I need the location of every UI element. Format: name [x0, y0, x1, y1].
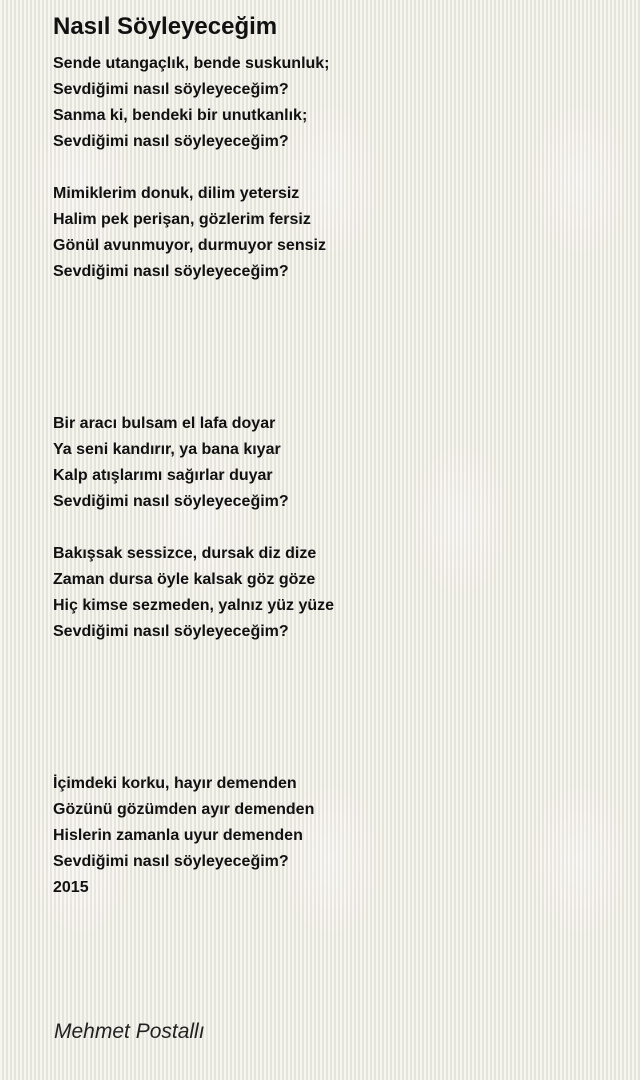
poem-line: Sevdiğimi nasıl söyleyeceğim? [53, 493, 289, 510]
poem-line: Sevdiğimi nasıl söyleyeceğim? [53, 853, 289, 870]
poem-line: Hislerin zamanla uyur demenden [53, 827, 303, 844]
poem-line: Bir aracı bulsam el lafa doyar [53, 415, 276, 432]
poem-line: Sende utangaçlık, bende suskunluk; [53, 55, 330, 72]
poem-line: Hiç kimse sezmeden, yalnız yüz yüze [53, 597, 335, 614]
poem-title: Nasıl Söyleyeceğim [53, 13, 278, 40]
stanza-4 [53, 541, 334, 645]
poem-line: Gönül avunmuyor, durmuyor sensiz [53, 237, 326, 254]
poem-line: Sevdiğimi nasıl söyleyeceğim? [53, 623, 289, 640]
poem-line: Sevdiğimi nasıl söyleyeceğim? [53, 133, 289, 150]
poem-line: Mimiklerim donuk, dilim yetersiz [53, 185, 300, 202]
poem-line: Sevdiğimi nasıl söyleyeceğim? [53, 263, 289, 280]
poem-line: Ya seni kandırır, ya bana kıyar [53, 441, 281, 458]
poem-line: Bakışsak sessizce, dursak diz dize [53, 545, 317, 562]
stanza-2 [53, 181, 326, 285]
stanza-5 [53, 771, 314, 901]
stanza-1 [53, 51, 330, 155]
poem-line: İçimdeki korku, hayır demenden [53, 775, 297, 792]
poem-line: Zaman dursa öyle kalsak göz göze [53, 571, 316, 588]
poem-line: Sanma ki, bendeki bir unutkanlık; [53, 107, 308, 124]
stanza-3 [53, 411, 289, 515]
poem-line: Halim pek perişan, gözlerim fersiz [53, 211, 311, 228]
poem-line: Sevdiğimi nasıl söyleyeceğim? [53, 81, 289, 98]
poem-line: Gözünü gözümden ayır demenden [53, 801, 315, 818]
poem-author: Mehmet Postallı [54, 1020, 205, 1043]
poem-line: Kalp atışlarımı sağırlar duyar [53, 467, 273, 484]
poem-year: 2015 [53, 879, 89, 896]
